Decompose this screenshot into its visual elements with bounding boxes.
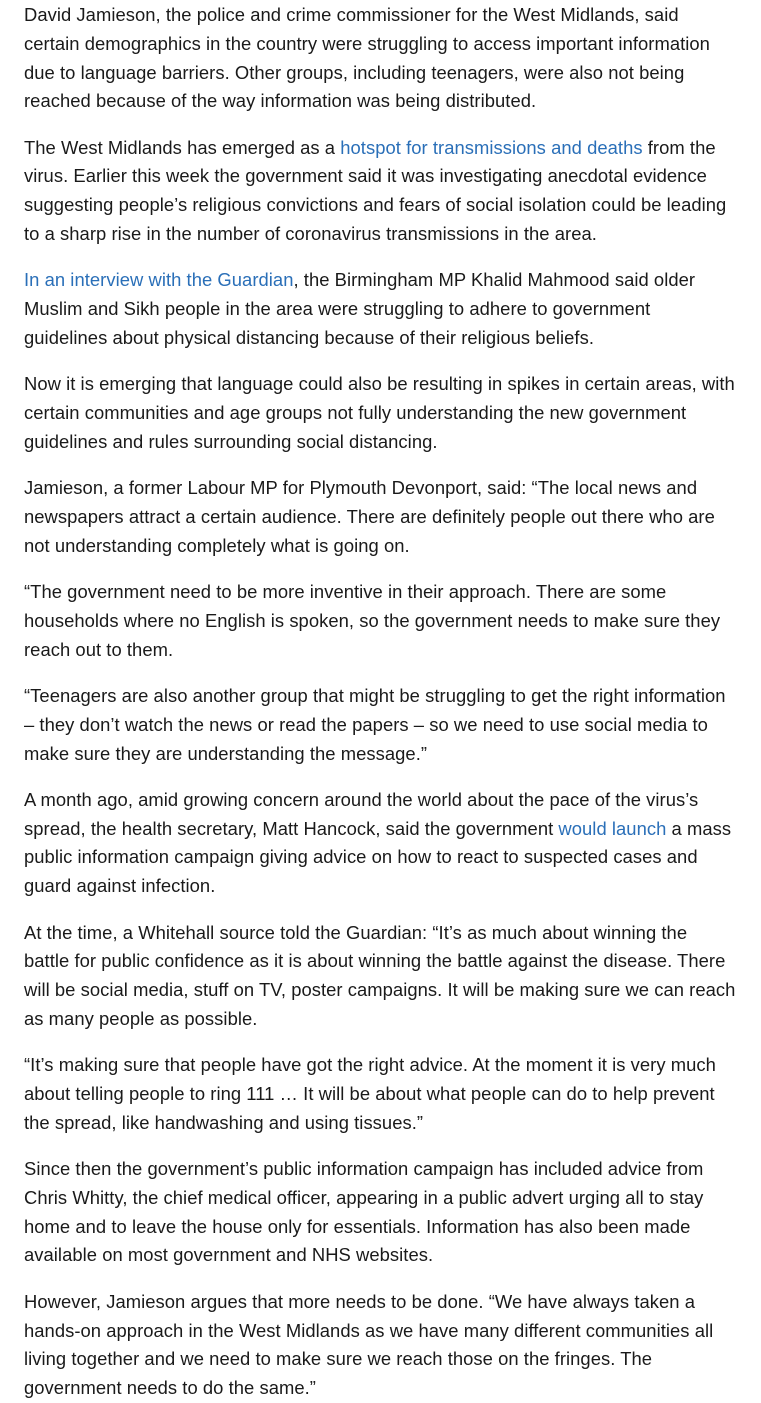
article-paragraph [24, 474, 737, 560]
paragraph-text: Jamieson, a former Labour MP for Plymouth Devonport, said: “The local news and newspapers attract a certain audience. There are definitely people out there who are not understanding completely what is going on. [24, 477, 715, 556]
paragraph-text: from the virus. Earlier this week the government said it was investigating anecdotal evidence suggesting people’s religious convictions and fears of social isolation could be leading to a sharp rise in the number of coronavirus transmissions in the area. [24, 136, 727, 245]
article-paragraph [24, 1288, 737, 1403]
paragraph-text: However, Jamieson argues that more needs to be done. “We have always taken a hands-on approach in the West Midlands as we have many different communities all living together and we need to make sure we reach those on the fringes. The government needs to do the same.” [24, 1290, 714, 1399]
paragraph-text: David Jamieson, the police and crime commissioner for the West Midlands, said certain demographics in the country were struggling to access important information due to language barriers. Other groups, including teenagers, were also not being reached because of the way information was being distributed. [24, 4, 710, 112]
article-paragraph [24, 682, 737, 768]
paragraph-text: The West Midlands has emerged as a [24, 136, 341, 158]
would-launch-link[interactable]: would launch [558, 817, 667, 839]
paragraph-text: “Teenagers are also another group that might be struggling to get the right information – they don’t watch the news or read the papers – so we need to use social media to make sure they are understanding the message.” [24, 684, 726, 764]
paragraph-text: “The government need to be more inventive in their approach. There are some households where no English is spoken, so the government needs to make sure they reach out to them. [24, 581, 721, 660]
article-paragraph [24, 786, 737, 901]
article-body [0, 1, 761, 1403]
paragraph-text: At the time, a Whitehall source told the Guardian: “It’s as much about winning the battle for public confidence as it is about winning the battle against the disease. There will be social media, stuff on TV, poster campaigns. It will be making sure we can reach as many people as possible. [24, 921, 736, 1029]
paragraph-text: Now it is emerging that language could also be resulting in spikes in certain areas, with certain communities and age groups not fully understanding the new government guidelines and rules surrounding social distancing. [24, 373, 735, 452]
article-paragraph [24, 578, 737, 664]
paragraph-text: , the Birmingham MP Khalid Mahmood said older Muslim and Sikh people in the area were struggling to adhere to government guidelines about physical distancing because of their religious beliefs. [24, 269, 696, 348]
article-paragraph [24, 919, 737, 1034]
article-paragraph [24, 370, 737, 456]
paragraph-text: Since then the government’s public information campaign has included advice from Chris Whitty, the chief medical officer, appearing in a public advert urging all to stay home and to leave the house only for essentials. Information has also been made available on most government and NHS websites. [24, 1158, 704, 1266]
hotspot-article-link[interactable]: hotspot for transmissions and deaths [340, 136, 643, 158]
article-paragraph [24, 1051, 737, 1137]
guardian-interview-link[interactable]: In an interview with the Guardian [24, 269, 294, 291]
paragraph-text: a mass public information campaign giving advice on how to react to suspected cases and guard against infection. [24, 817, 732, 897]
article-paragraph [24, 1, 737, 116]
article-paragraph [24, 1155, 737, 1270]
article-paragraph [24, 134, 737, 249]
paragraph-text: “It’s making sure that people have got the right advice. At the moment it is very much about telling people to ring 111 … It will be about what people can do to help prevent the spread, like handwashing and using tissues.” [24, 1054, 716, 1133]
paragraph-text: A month ago, amid growing concern around the world about the pace of the virus’s spread, the health secretary, Matt Hancock, said the government [24, 788, 699, 839]
article-paragraph [24, 266, 737, 352]
